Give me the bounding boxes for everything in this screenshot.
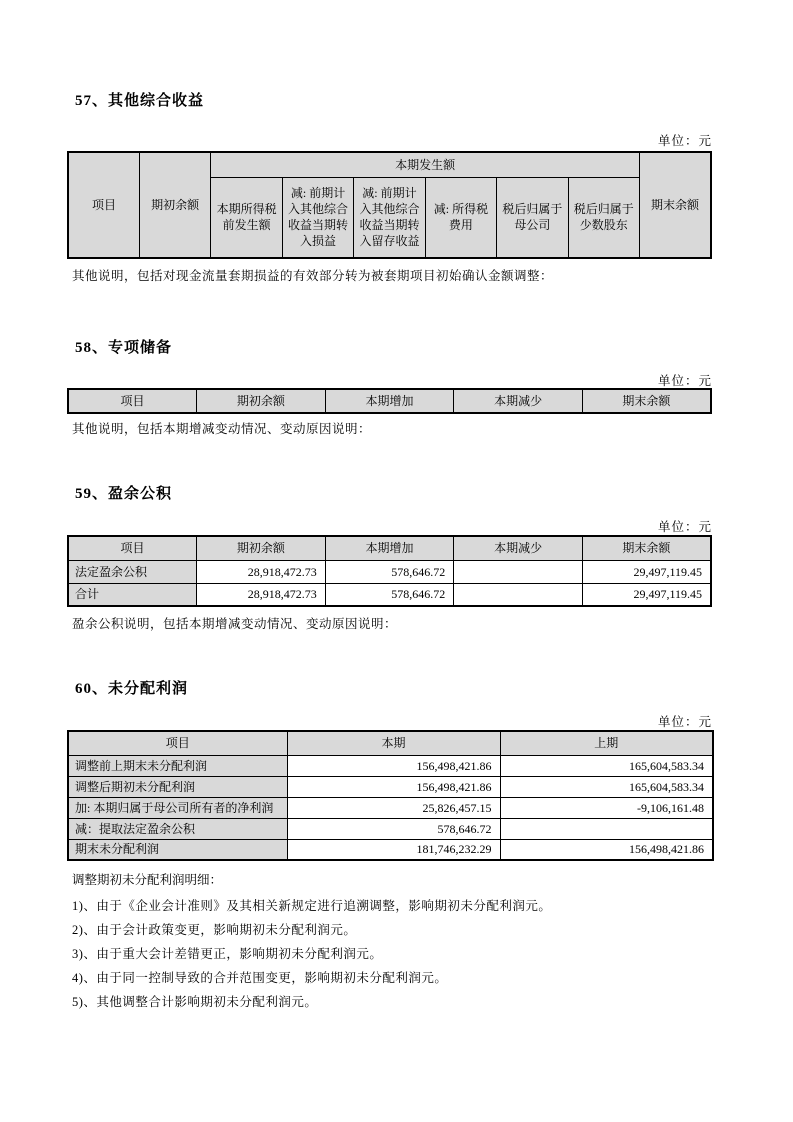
adjustment-note-1: 1)、由于《企业会计准则》及其相关新规定进行追溯调整，影响期初未分配利润元。	[72, 899, 552, 913]
column-header-transfer-to-retained: 减: 前期计入其他综合收益当期转入留存收益	[354, 177, 425, 258]
other-comprehensive-income-table	[67, 151, 712, 259]
table-cell: 156,498,421.86	[500, 839, 713, 860]
adjustment-note-4: 4)、由于同一控制导致的合并范围变更，影响期初未分配利润元。	[72, 971, 448, 985]
table-row	[68, 560, 711, 583]
table-cell	[500, 818, 713, 839]
table-row	[68, 776, 713, 797]
column-header-income-tax: 减: 所得税费用	[425, 177, 496, 258]
column-header-ending-balance: 期末余额	[582, 536, 711, 560]
column-header-minority-after-tax: 税后归属于少数股东	[568, 177, 639, 258]
row-label: 合计	[68, 583, 197, 606]
unit-label-59: 单位：元	[657, 520, 712, 534]
table-cell	[454, 560, 583, 583]
unit-label-60: 单位：元	[657, 715, 712, 729]
column-header-item: 项目	[68, 731, 287, 755]
section-57-note: 其他说明，包括对现金流量套期损益的有效部分转为被套期项目初始确认金额调整：	[72, 269, 554, 283]
column-header-current-period-group: 本期发生额	[211, 152, 640, 177]
table-cell: 156,498,421.86	[287, 755, 500, 776]
column-header-beginning-balance: 期初余额	[197, 536, 326, 560]
adjustment-note-3: 3)、由于重大会计差错更正，影响期初未分配利润元。	[72, 947, 383, 961]
table-cell: 165,604,583.34	[500, 776, 713, 797]
adjustment-note-2: 2)、由于会计政策变更，影响期初未分配利润元。	[72, 923, 357, 937]
column-header-beginning-balance: 期初余额	[197, 389, 326, 413]
table-cell: 578,646.72	[287, 818, 500, 839]
adjustment-note-5: 5)、其他调整合计影响期初未分配利润元。	[72, 995, 318, 1009]
unit-label-58: 单位：元	[657, 374, 712, 388]
column-header-item: 项目	[68, 536, 197, 560]
section-57-title: 57、其他综合收益	[75, 93, 205, 109]
table-cell: 165,604,583.34	[500, 755, 713, 776]
table-cell: 29,497,119.45	[582, 583, 711, 606]
column-header-decrease: 本期减少	[454, 389, 583, 413]
column-header-parent-after-tax: 税后归属于母公司	[497, 177, 568, 258]
table-cell: 156,498,421.86	[287, 776, 500, 797]
table-row	[68, 797, 713, 818]
column-header-increase: 本期增加	[325, 389, 454, 413]
column-header-decrease: 本期减少	[454, 536, 583, 560]
row-label: 调整前上期末未分配利润	[68, 755, 287, 776]
column-header-prior-period: 上期	[500, 731, 713, 755]
row-label: 加: 本期归属于母公司所有者的净利润	[68, 797, 287, 818]
table-cell: 578,646.72	[325, 560, 454, 583]
column-header-beginning-balance: 期初余额	[139, 152, 210, 258]
table-row	[68, 818, 713, 839]
table-row	[68, 839, 713, 860]
table-cell: -9,106,161.48	[500, 797, 713, 818]
table-cell: 181,746,232.29	[287, 839, 500, 860]
section-59-title: 59、盈余公积	[75, 486, 173, 502]
unit-label-57: 单位：元	[657, 134, 712, 148]
column-header-item: 项目	[68, 389, 197, 413]
table-cell: 28,918,472.73	[197, 560, 326, 583]
adjustment-detail-title: 调整期初未分配利润明细：	[72, 873, 223, 887]
column-header-ending-balance: 期末余额	[640, 152, 712, 258]
section-58-note: 其他说明，包括本期增减变动情况、变动原因说明：	[72, 422, 372, 436]
column-header-ending-balance: 期末余额	[582, 389, 711, 413]
section-58-title: 58、专项储备	[75, 340, 173, 356]
column-header-current-period: 本期	[287, 731, 500, 755]
section-59-note: 盈余公积说明，包括本期增减变动情况、变动原因说明：	[72, 617, 398, 631]
table-cell: 29,497,119.45	[582, 560, 711, 583]
section-60-title: 60、未分配利润	[75, 681, 189, 697]
table-row	[68, 755, 713, 776]
row-label: 法定盈余公积	[68, 560, 197, 583]
special-reserve-table	[67, 388, 712, 414]
row-label: 减：提取法定盈余公积	[68, 818, 287, 839]
undistributed-profit-table	[67, 730, 714, 861]
column-header-item: 项目	[68, 152, 139, 258]
table-cell: 28,918,472.73	[197, 583, 326, 606]
table-cell	[454, 583, 583, 606]
table-cell: 578,646.72	[325, 583, 454, 606]
column-header-transfer-to-profit: 减: 前期计入其他综合收益当期转入损益	[282, 177, 353, 258]
row-label: 调整后期初未分配利润	[68, 776, 287, 797]
row-label: 期末未分配利润	[68, 839, 287, 860]
table-row	[68, 583, 711, 606]
table-cell: 25,826,457.15	[287, 797, 500, 818]
column-header-increase: 本期增加	[325, 536, 454, 560]
column-header-pretax-amount: 本期所得税前发生额	[211, 177, 282, 258]
surplus-reserve-table	[67, 535, 712, 607]
